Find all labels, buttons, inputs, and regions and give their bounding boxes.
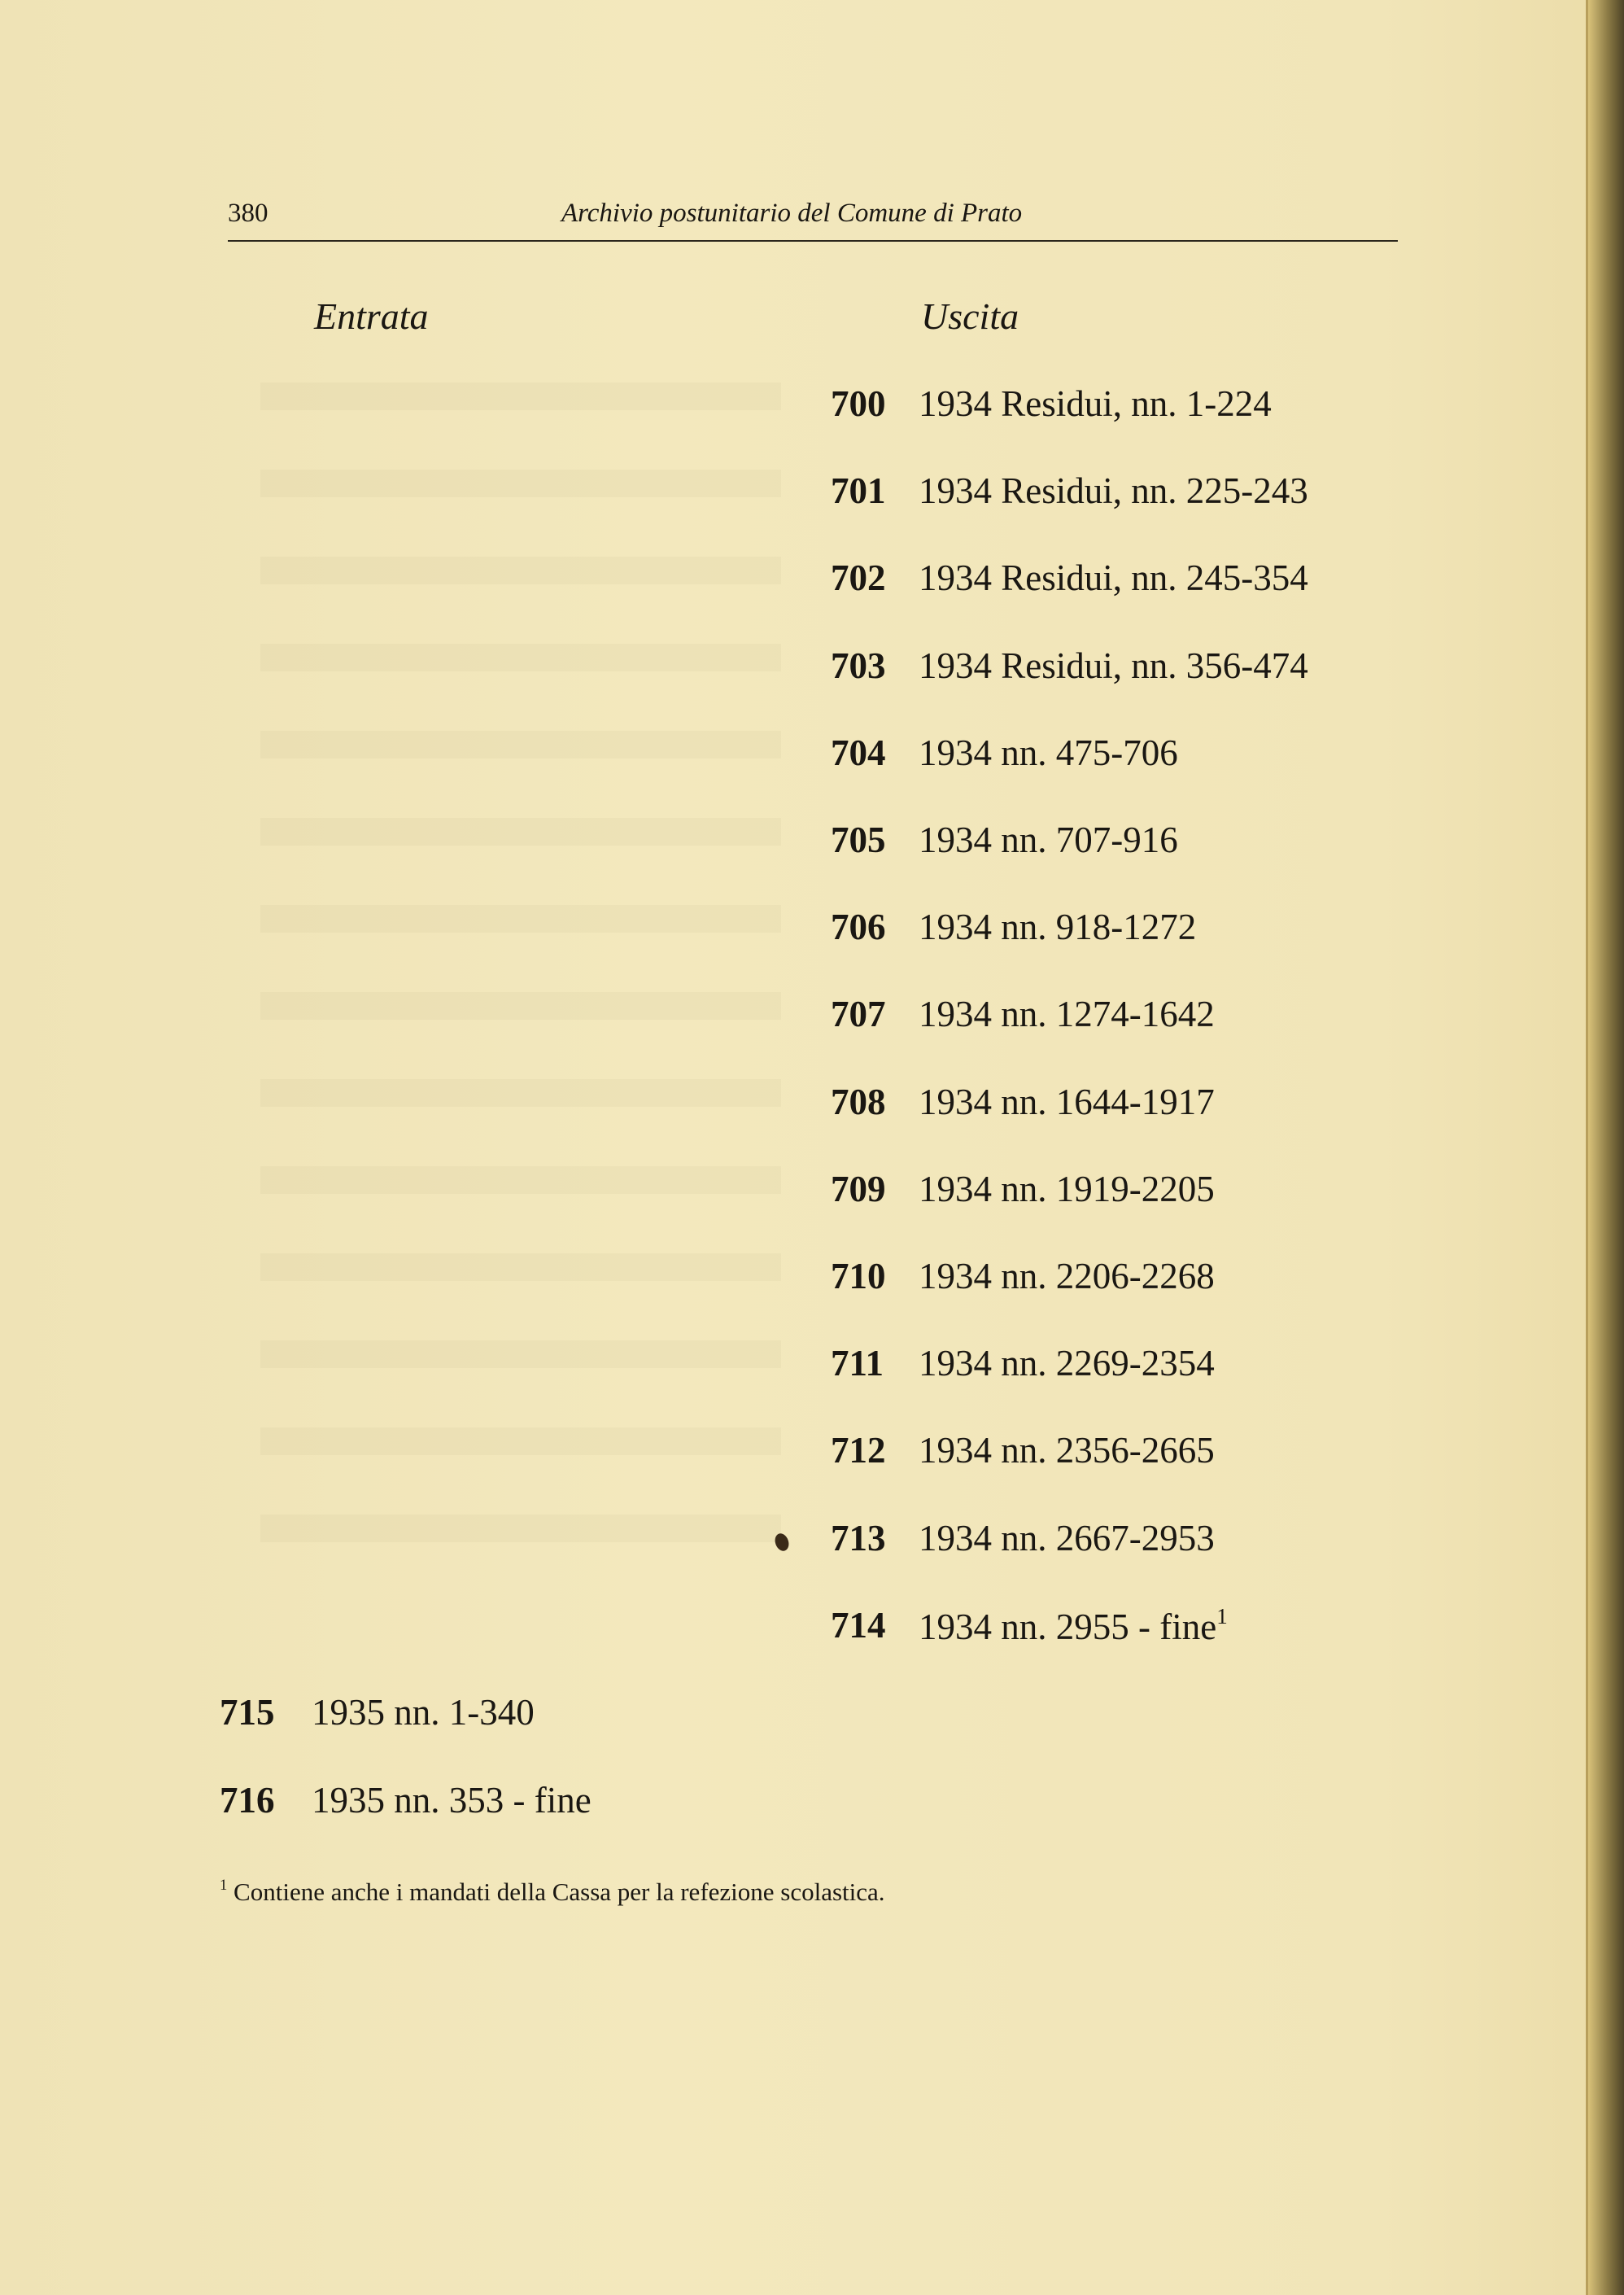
page-edge-shadow [1588,0,1624,2295]
entry-description [919,819,1178,861]
entry-description [919,1255,1215,1297]
footnote-marker: 1 [220,1877,228,1894]
footnote-reference: 1 [1216,1603,1228,1628]
entry-text: 1934 nn. 1644-1917 [919,1081,1215,1122]
entry-description [919,732,1178,774]
entry-text: 1934 nn. 1919-2205 [919,1168,1215,1209]
entry-text: 1934 nn. 2356-2665 [919,1430,1215,1471]
entry-number: 701 [831,470,886,512]
entry-number: 715 [220,1692,275,1733]
entry-number: 712 [831,1430,886,1471]
entry-description [919,906,1196,948]
entry-number: 711 [831,1343,884,1384]
entry-number: 716 [220,1780,275,1821]
entry-description [312,1691,535,1733]
entry-text: 1934 nn. 2667-2953 [919,1517,1215,1558]
entry-description [919,1517,1215,1559]
entry-number: 705 [831,820,886,860]
entry-text: 1934 Residui, nn. 1-224 [919,383,1272,424]
entry-number: 709 [831,1168,886,1209]
entry-description [919,470,1308,512]
entry-description [919,382,1272,425]
column-heading-entrata: Entrata [314,295,429,337]
entry-description [919,1081,1215,1123]
footnote-text: Contiene anche i mandati della Cassa per la refezione scolastica. [234,1878,885,1907]
header-rule [228,240,1398,242]
entry-text: 1934 Residui, nn. 356-474 [919,645,1308,686]
entry-number: 714 [831,1604,886,1646]
entry-text: 1935 nn. 1-340 [312,1692,535,1733]
entry-number: 713 [831,1517,886,1558]
entry-description [919,557,1308,599]
entry-text: 1934 nn. 2269-2354 [919,1343,1215,1384]
entry-number: 707 [831,994,886,1035]
entry-description [312,1779,592,1821]
entry-description [919,645,1308,687]
entry-description [919,1342,1215,1384]
entry-number: 700 [831,383,886,424]
entry-text: 1934 nn. 2206-2268 [919,1256,1215,1296]
entry-text: 1934 Residui, nn. 225-243 [919,470,1308,512]
entry-text: 1934 nn. 475-706 [919,732,1178,773]
entry-description [919,1604,1228,1648]
entry-description [919,1429,1215,1471]
entry-number: 703 [831,645,886,686]
footnote [220,1877,885,1907]
page-number: 380 [228,199,268,228]
entry-number: 702 [831,557,886,599]
column-heading-uscita: Uscita [921,295,1019,337]
entry-description [919,1168,1215,1210]
entry-number: 704 [831,732,886,773]
entry-text: 1935 nn. 353 - fine [312,1780,592,1821]
entry-number: 710 [831,1256,886,1296]
running-head: Archivio postunitario del Comune di Prato [561,199,1023,228]
entry-text: 1934 nn. 707-916 [919,820,1178,860]
entry-text: 1934 nn. 918-1272 [919,907,1197,948]
entry-number: 706 [831,907,886,948]
entry-text: 1934 nn. 2955 - fine [919,1606,1217,1647]
entry-description [919,993,1215,1035]
entry-text: 1934 Residui, nn. 245-354 [919,557,1308,599]
entry-number: 708 [831,1081,886,1122]
entry-text: 1934 nn. 1274-1642 [919,994,1215,1035]
